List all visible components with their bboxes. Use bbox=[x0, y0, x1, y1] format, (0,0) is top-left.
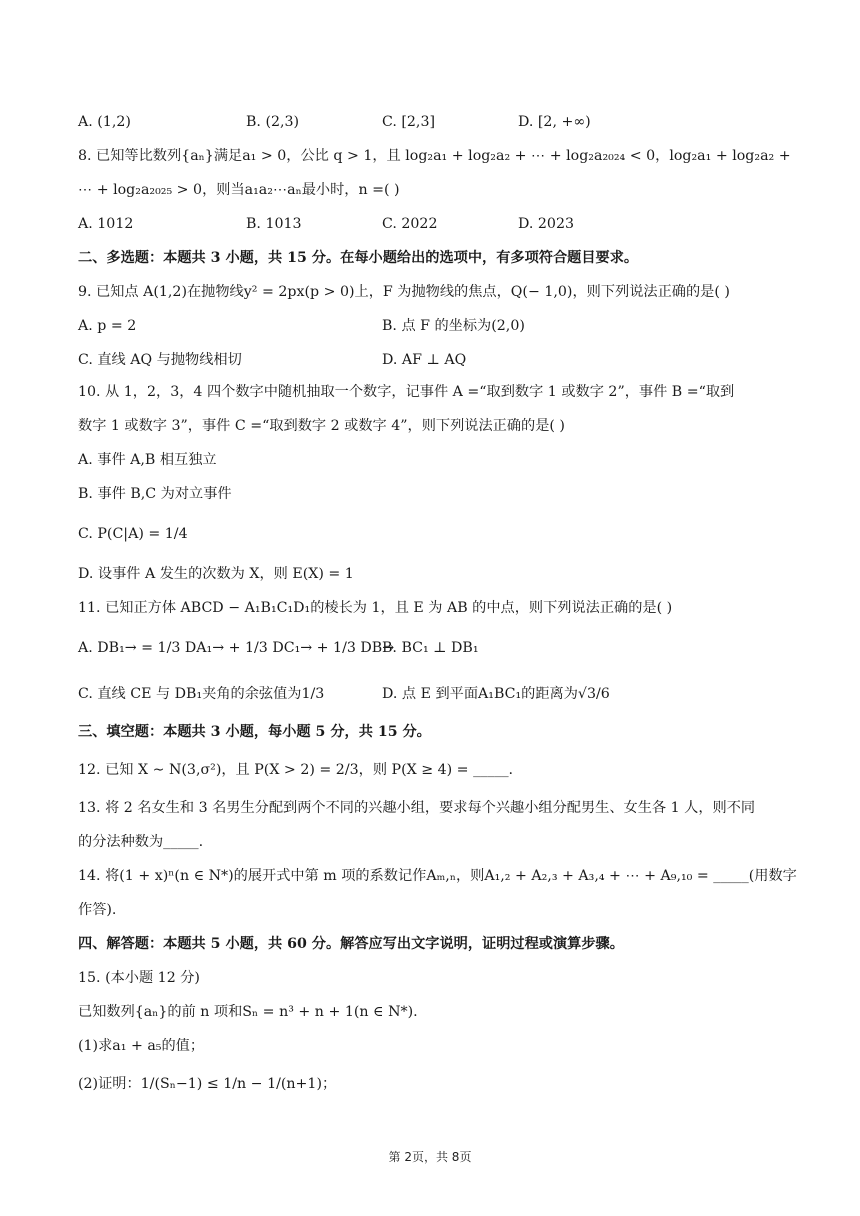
q8-option-b: B. 1013 bbox=[246, 216, 302, 232]
q15-stem: 已知数列{aₙ}的前 n 项和Sₙ = n³ + n + 1(n ∈ N*). bbox=[78, 1004, 418, 1020]
section-3-heading: 三、填空题：本题共 3 小题，每小题 5 分，共 15 分。 bbox=[78, 724, 431, 740]
q8-option-c: C. 2022 bbox=[382, 216, 438, 232]
q11-stem: 11. 已知正方体 ABCD − A₁B₁C₁D₁的棱长为 1，且 E 为 AB 的中点，则下列说法正确的是( ) bbox=[78, 600, 673, 616]
q7-option-d: D. [2, +∞) bbox=[518, 114, 591, 130]
q9-option-b: B. 点 F 的坐标为(2,0) bbox=[382, 318, 525, 334]
q10-option-d: D. 设事件 A 发生的次数为 X，则 E(X) = 1 bbox=[78, 566, 354, 582]
q8-stem-line1: 8. 已知等比数列{aₙ}满足a₁ > 0，公比 q > 1，且 log₂a₁ + log₂a₂ + ⋯ + log₂a₂₀₂₄ < 0，log₂a₁ + log₂a₂ + bbox=[78, 148, 791, 164]
q10-stem-line1: 10. 从 1，2，3，4 四个数字中随机抽取一个数字，记事件 A =“取到数字 1 或数字 2”，事件 B =“取到 bbox=[78, 384, 735, 400]
q7-option-a: A. (1,2) bbox=[78, 114, 131, 130]
q14-stem-line1: 14. 将(1 + x)ⁿ(n ∈ N*)的展开式中第 m 项的系数记作Aₘ,ₙ，则A₁,₂ + A₂,₃ + A₃,₄ + ⋯ + A₉,₁₀ = _____(用数字 bbox=[78, 868, 797, 884]
q9-option-a: A. p = 2 bbox=[78, 318, 137, 334]
q10-option-a: A. 事件 A,B 相互独立 bbox=[78, 452, 217, 468]
q9-option-c: C. 直线 AQ 与抛物线相切 bbox=[78, 352, 242, 368]
q10-option-c: C. P(C|A) = 1/4 bbox=[78, 526, 188, 542]
q9-stem: 9. 已知点 A(1,2)在抛物线y² = 2px(p > 0)上，F 为抛物线的焦点，Q(− 1,0)，则下列说法正确的是( ) bbox=[78, 284, 730, 300]
q13-stem-line1: 13. 将 2 名女生和 3 名男生分配到两个不同的兴趣小组，要求每个兴趣小组分配男生、女生各 1 人，则不同 bbox=[78, 800, 756, 816]
q10-option-b: B. 事件 B,C 为对立事件 bbox=[78, 486, 232, 502]
q12-stem: 12. 已知 X ∼ N(3,σ²)，且 P(X > 2) = 2/3，则 P(X ≥ 4) = _____. bbox=[78, 762, 514, 778]
section-4-heading: 四、解答题：本题共 5 小题，共 60 分。解答应写出文字说明，证明过程或演算步骤。 bbox=[78, 936, 624, 952]
q8-stem-line2: ⋯ + log₂a₂₀₂₅ > 0，则当a₁a₂⋯aₙ最小时，n =( ) bbox=[78, 182, 400, 198]
q13-stem-line2: 的分法种数为_____. bbox=[78, 834, 204, 850]
q15-header: 15. (本小题 12 分) bbox=[78, 970, 200, 986]
q11-option-d: D. 点 E 到平面A₁BC₁的距离为√3/6 bbox=[382, 686, 610, 702]
q15-part1: (1)求a₁ + a₅的值； bbox=[78, 1038, 205, 1054]
page-footer: 第 2页，共 8页 bbox=[388, 1150, 472, 1164]
section-2-heading: 二、多选题：本题共 3 小题，共 15 分。在每小题给出的选项中，有多项符合题目要求。 bbox=[78, 250, 639, 266]
q15-part2: (2)证明：1/(Sₙ−1) ≤ 1/n − 1/(n+1)； bbox=[78, 1076, 337, 1092]
q11-option-c: C. 直线 CE 与 DB₁夹角的余弦值为1/3 bbox=[78, 686, 325, 702]
q8-option-a: A. 1012 bbox=[78, 216, 134, 232]
q7-option-c: C. [2,3] bbox=[382, 114, 436, 130]
q11-option-a: A. DB₁→ = 1/3 DA₁→ + 1/3 DC₁→ + 1/3 DB→ bbox=[78, 640, 395, 656]
q8-option-d: D. 2023 bbox=[518, 216, 574, 232]
q11-option-b: B. BC₁ ⊥ DB₁ bbox=[382, 640, 479, 656]
q7-option-b: B. (2,3) bbox=[246, 114, 300, 130]
q10-stem-line2: 数字 1 或数字 3”，事件 C =“取到数字 2 或数字 4”，则下列说法正确的是( ) bbox=[78, 418, 565, 434]
q14-stem-line2: 作答). bbox=[78, 902, 117, 918]
q9-option-d: D. AF ⊥ AQ bbox=[382, 352, 467, 368]
